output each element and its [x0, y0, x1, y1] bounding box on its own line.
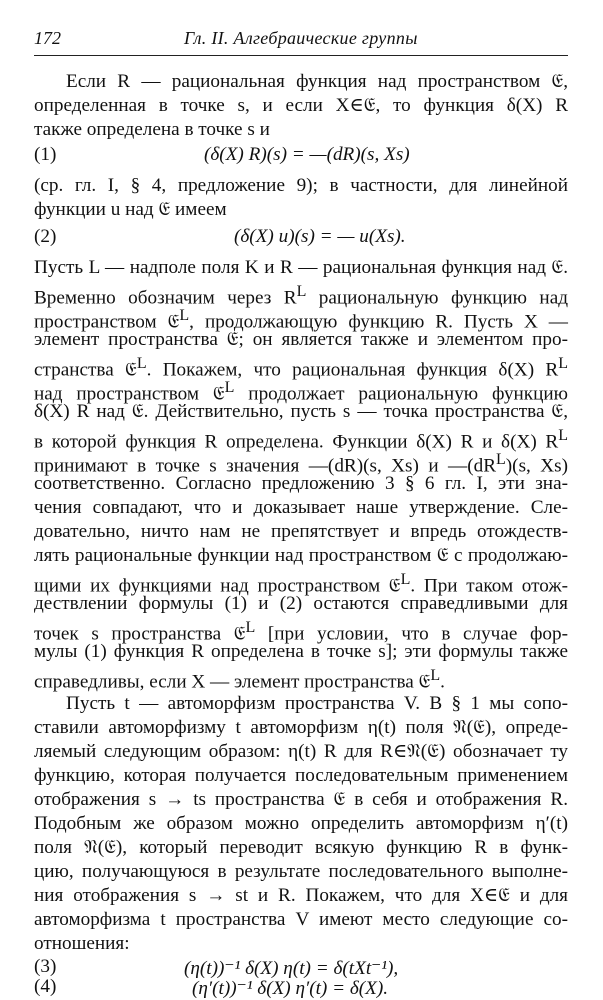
text-segment: . — [440, 671, 445, 693]
text-line: цию, получающуюся в результате последовательного выполне- — [34, 861, 568, 882]
superscript: L — [245, 619, 256, 636]
superscript: L — [224, 379, 235, 396]
text-line: Пусть L — надполе поля K и R — рациональная функция над 𝔈. — [34, 257, 568, 278]
text-segment: , продолжающую функцию R. Пусть X — — [189, 311, 568, 333]
equation-body: (η′(t))⁻¹ δ(X) η′(t) = δ(X). — [192, 978, 389, 999]
text-line: δ(X) R над 𝔈. Действительно, пусть s — точка пространства 𝔈, — [34, 401, 568, 422]
superscript: L — [430, 667, 441, 684]
equation-2 — [34, 226, 568, 252]
text-segment: пространством 𝔈 — [34, 311, 180, 333]
text-line: элемент пространства 𝔈; он является также и элементом про- — [34, 329, 568, 350]
equation-4 — [34, 976, 568, 998]
text-line: соответственно. Согласно предложению 3 § 6 гл. I, эти зна- — [34, 473, 568, 494]
superscript: L — [296, 283, 307, 300]
text-segment: продолжает рациональную функцию — [234, 383, 568, 405]
page-number: 172 — [34, 28, 61, 48]
text-line: функции u над 𝔈 имеем — [34, 199, 227, 220]
text-segment: над пространством 𝔈 — [34, 383, 225, 405]
text-line: чения совпадают, что и доказывает наше утверждение. Сле- — [34, 497, 568, 518]
page-header — [34, 28, 568, 54]
text-segment: )(s, Xs) — [505, 455, 568, 477]
text-line: определенная в точке s, и если X∈𝔈, то функция δ(X) R — [34, 95, 568, 116]
text-line: также определена в точке s и — [34, 119, 270, 140]
equation-body: (δ(X) u)(s) = — u(Xs). — [234, 226, 406, 247]
superscript: L — [136, 355, 147, 372]
text-line: ляемый следующим образом: η(t) R для R∈𝔑(𝔈) обозначает ту — [34, 741, 568, 762]
text-line: Подобным же образом можно определить автоморфизм η′(t) — [34, 813, 568, 834]
text-line: функцию, которая получается последовательным применением — [34, 765, 568, 786]
equation-number: (1) — [34, 144, 57, 165]
text-segment: . При таком отож- — [410, 575, 568, 597]
text-segment: [при условии, что в случае фор- — [255, 623, 568, 645]
equation-1 — [34, 144, 568, 170]
text-line: автоморфизма t пространства V имеют место следующие со- — [34, 909, 568, 930]
header-rule — [34, 55, 568, 56]
superscript: L — [558, 355, 568, 372]
text-segment: точек s пространства 𝔈 — [34, 623, 246, 645]
text-segment: . Покажем, что рациональная функция δ(X) R — [146, 359, 559, 381]
text-line — [34, 664, 568, 694]
text-line: довательно, ничто нам не препятствует и впредь отождеств- — [34, 521, 568, 542]
text-segment: щими их функциями над пространством 𝔈 — [34, 575, 401, 597]
text-line: мулы (1) функция R определена в точке s]; эти формулы также — [34, 641, 568, 662]
equation-body: (δ(X) R)(s) = —(dR)(s, Xs) — [204, 144, 410, 165]
text-line: Если R — рациональная функция над пространством 𝔈, — [66, 71, 568, 92]
text-segment: рациональную функцию над — [306, 287, 568, 309]
text-line: отношения: — [34, 933, 130, 954]
equation-body: (η(t))⁻¹ δ(X) η(t) = δ(tXt⁻¹), — [184, 958, 399, 979]
text-segment: справедливы, если X — элемент пространства 𝔈 — [34, 671, 431, 693]
running-title: Гл. II. Алгебраические группы — [184, 28, 418, 48]
text-segment: странства 𝔈 — [34, 359, 137, 381]
text-line: отображения s → ts пространства 𝔈 в себя и отображения R. — [34, 789, 568, 810]
text-segment: в которой функция R определена. Функции δ(X) R и δ(X) R — [34, 431, 559, 453]
superscript: L — [400, 571, 411, 588]
text-line: (ср. гл. I, § 4, предложение 9); в частности, для линейной — [34, 175, 568, 196]
text-line: ния отображения s → st и R. Покажем, что для X∈𝔈 и для — [34, 885, 568, 906]
superscript: L — [496, 451, 506, 468]
text-line: поля 𝔑(𝔈), который переводит всякую функцию R в функ- — [34, 837, 568, 858]
text-segment: Временно обозначим через R — [34, 287, 297, 309]
equation-number: (2) — [34, 226, 57, 247]
superscript: L — [558, 427, 568, 444]
text-segment: принимают в точке s значения —(dR)(s, Xs) и —(dR — [34, 455, 497, 477]
superscript: L — [179, 307, 190, 324]
text-line: ставили автоморфизму t автоморфизм η(t) поля 𝔑(𝔈), опреде- — [34, 717, 568, 738]
text-line: Пусть t — автоморфизм пространства V. В § 1 мы сопо- — [66, 693, 568, 714]
text-line: дествлении формулы (1) и (2) остаются справедливыми для — [34, 593, 568, 614]
equation-number: (3) — [34, 956, 57, 977]
text-line: лять рациональные функции над пространством 𝔈 с продолжаю- — [34, 545, 568, 566]
equation-number: (4) — [34, 976, 57, 997]
